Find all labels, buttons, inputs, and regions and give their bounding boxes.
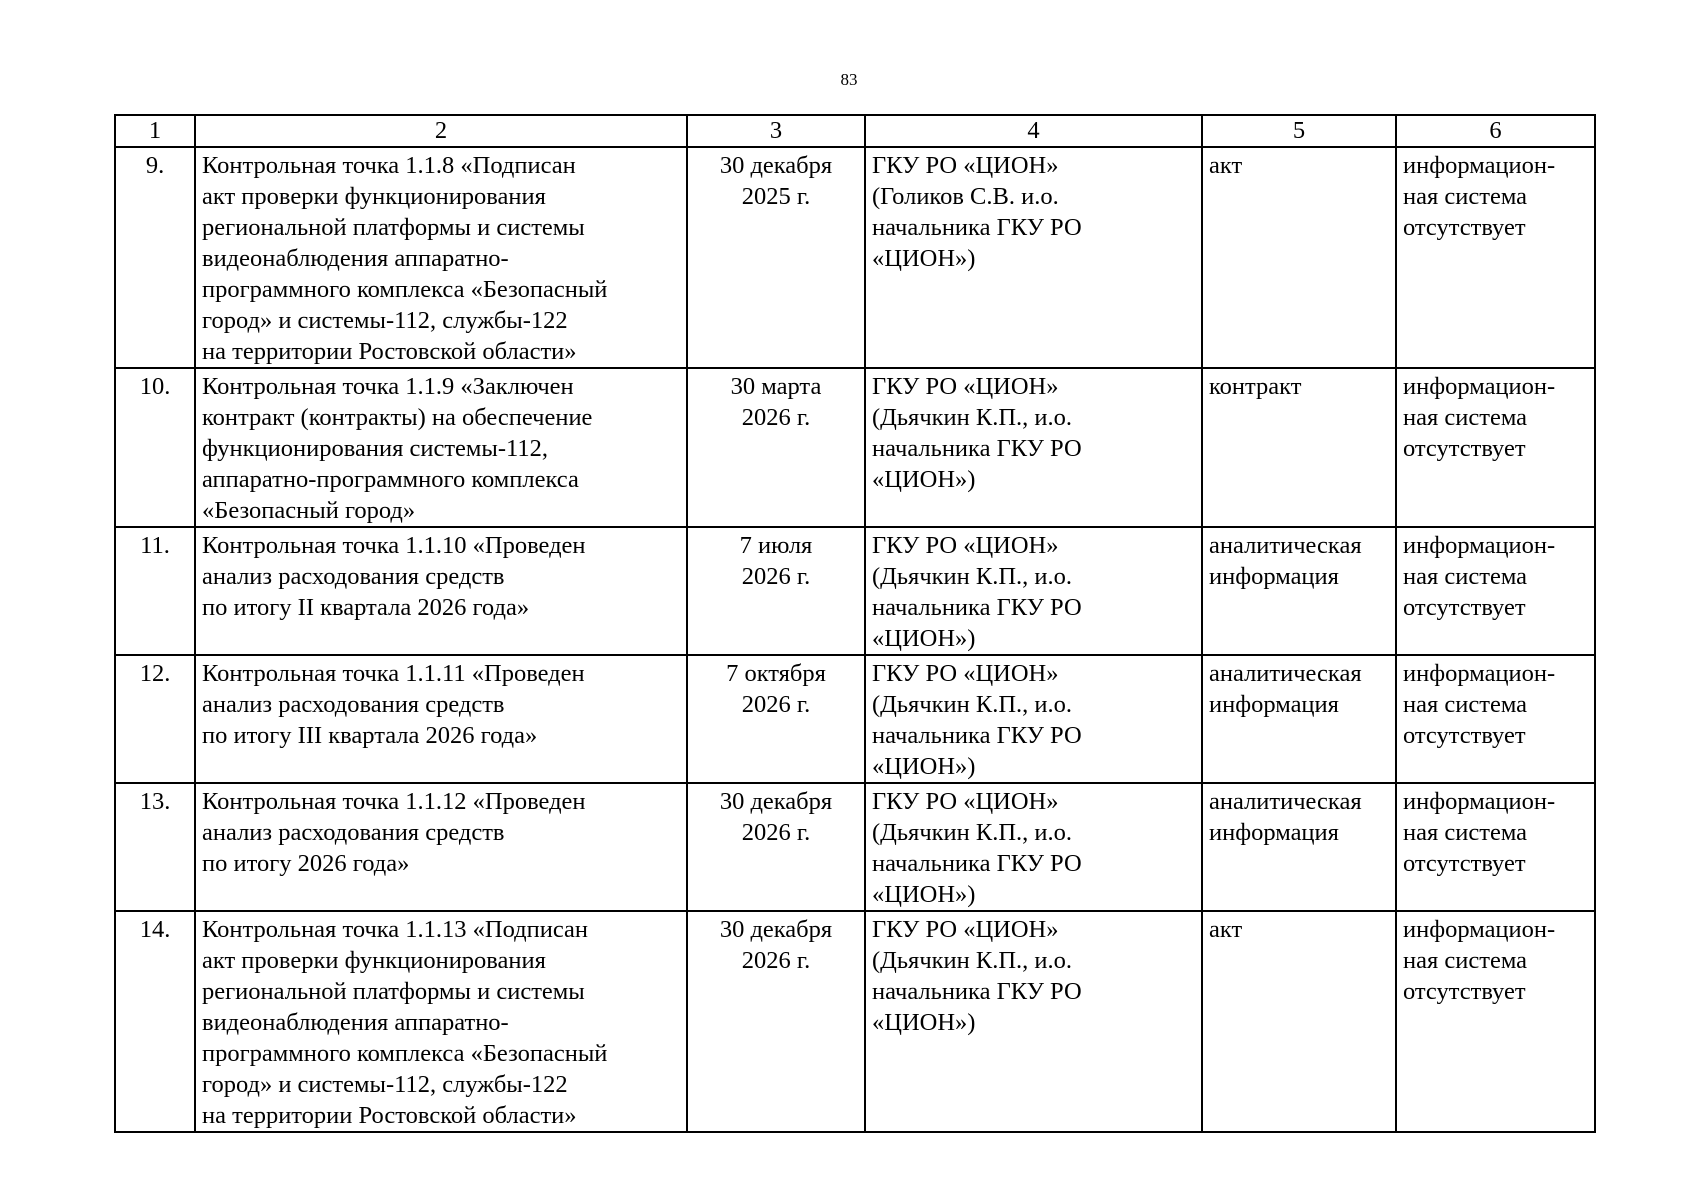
- cell-line: информацион-: [1403, 788, 1556, 815]
- cell-line: ная система: [1403, 563, 1528, 590]
- control-point-description: [195, 783, 687, 911]
- document-type: [1202, 783, 1396, 911]
- page-number: 83: [840, 70, 858, 89]
- responsible-party: [865, 368, 1202, 527]
- cell-line: акт проверки функционирования: [202, 183, 546, 210]
- cell-line: ная система: [1403, 819, 1528, 846]
- cell-line: (Дьячкин К.П., и.о.: [872, 947, 1073, 974]
- cell-line: информация: [1209, 563, 1339, 590]
- cell-line: «ЦИОН»): [872, 1009, 976, 1036]
- cell-line: ная система: [1403, 947, 1528, 974]
- cell-line: контракт (контракты) на обеспечение: [202, 404, 593, 431]
- cell-line: 2026 г.: [741, 691, 811, 718]
- cell-line: город» и системы-112, службы-122: [202, 307, 568, 334]
- control-points-table: [114, 114, 1596, 1133]
- document-type: [1202, 655, 1396, 783]
- cell-line: начальника ГКУ РО: [872, 722, 1082, 749]
- cell-line: начальника ГКУ РО: [872, 435, 1082, 462]
- cell-line: 2025 г.: [741, 183, 811, 210]
- cell-line: отсутствует: [1403, 978, 1526, 1005]
- cell-line: 30 декабря: [719, 788, 833, 815]
- cell-line: (Дьячкин К.П., и.о.: [872, 404, 1073, 431]
- cell-line: 30 декабря: [719, 916, 833, 943]
- cell-line: информацион-: [1403, 660, 1556, 687]
- cell-line: функционирования системы-112,: [202, 435, 548, 462]
- cell-line: «ЦИОН»): [872, 245, 976, 272]
- cell-line: Контрольная точка 1.1.8 «Подписан: [202, 152, 576, 179]
- cell-line: начальника ГКУ РО: [872, 850, 1082, 877]
- cell-line: программного комплекса «Безопасный: [202, 1040, 608, 1067]
- cell-line: ная система: [1403, 183, 1528, 210]
- cell-line: информацион-: [1403, 916, 1556, 943]
- table-row: [115, 147, 1595, 368]
- cell-line: «ЦИОН»): [872, 466, 976, 493]
- cell-line: информацион-: [1403, 152, 1556, 179]
- column-header-3: 3: [687, 115, 865, 147]
- row-number: 10.: [115, 368, 195, 527]
- cell-line: видеонаблюдения аппаратно-: [202, 1009, 509, 1036]
- responsible-party: [865, 783, 1202, 911]
- cell-line: отсутствует: [1403, 850, 1526, 877]
- control-point-description: [195, 368, 687, 527]
- cell-line: аналитическая: [1209, 660, 1362, 687]
- cell-line: ГКУ РО «ЦИОН»: [872, 152, 1059, 179]
- information-system: [1396, 527, 1595, 655]
- cell-line: анализ расходования средств: [202, 691, 505, 718]
- column-header-2: 2: [195, 115, 687, 147]
- cell-line: 30 марта: [730, 373, 822, 400]
- row-number: 14.: [115, 911, 195, 1132]
- cell-line: контракт: [1209, 373, 1302, 400]
- cell-line: Контрольная точка 1.1.10 «Проведен: [202, 532, 586, 559]
- due-date: [687, 655, 865, 783]
- cell-line: 2026 г.: [741, 563, 811, 590]
- due-date: [687, 147, 865, 368]
- document-type: [1202, 147, 1396, 368]
- cell-line: информацион-: [1403, 373, 1556, 400]
- responsible-party: [865, 655, 1202, 783]
- cell-line: 2026 г.: [741, 404, 811, 431]
- cell-line: региональной платформы и системы: [202, 214, 585, 241]
- table-row: [115, 368, 1595, 527]
- responsible-party: [865, 911, 1202, 1132]
- cell-line: начальника ГКУ РО: [872, 214, 1082, 241]
- cell-line: город» и системы-112, службы-122: [202, 1071, 568, 1098]
- cell-line: отсутствует: [1403, 214, 1526, 241]
- document-type: [1202, 368, 1396, 527]
- information-system: [1396, 147, 1595, 368]
- information-system: [1396, 783, 1595, 911]
- cell-line: начальника ГКУ РО: [872, 978, 1082, 1005]
- cell-line: 7 октября: [726, 660, 826, 687]
- due-date: [687, 368, 865, 527]
- document-type: [1202, 911, 1396, 1132]
- cell-line: отсутствует: [1403, 435, 1526, 462]
- cell-line: информация: [1209, 691, 1339, 718]
- control-point-description: [195, 911, 687, 1132]
- cell-line: ГКУ РО «ЦИОН»: [872, 916, 1059, 943]
- column-header-4: 4: [865, 115, 1202, 147]
- cell-line: 7 июля: [739, 532, 813, 559]
- control-point-description: [195, 527, 687, 655]
- cell-line: начальника ГКУ РО: [872, 594, 1082, 621]
- header-row: [115, 115, 1595, 147]
- cell-line: 30 декабря: [719, 152, 833, 179]
- cell-line: ГКУ РО «ЦИОН»: [872, 660, 1059, 687]
- cell-line: (Дьячкин К.П., и.о.: [872, 563, 1073, 590]
- row-number: 11.: [115, 527, 195, 655]
- cell-line: «ЦИОН»): [872, 753, 976, 780]
- table-row: [115, 527, 1595, 655]
- cell-line: (Дьячкин К.П., и.о.: [872, 819, 1073, 846]
- cell-line: на территории Ростовской области»: [202, 338, 577, 365]
- cell-line: на территории Ростовской области»: [202, 1102, 577, 1129]
- cell-line: аналитическая: [1209, 788, 1362, 815]
- cell-line: аналитическая: [1209, 532, 1362, 559]
- cell-line: «Безопасный город»: [202, 497, 416, 524]
- information-system: [1396, 368, 1595, 527]
- cell-line: по итогу II квартала 2026 года»: [202, 594, 530, 621]
- cell-line: отсутствует: [1403, 594, 1526, 621]
- cell-line: Контрольная точка 1.1.13 «Подписан: [202, 916, 589, 943]
- cell-line: программного комплекса «Безопасный: [202, 276, 608, 303]
- responsible-party: [865, 147, 1202, 368]
- cell-line: по итогу 2026 года»: [202, 850, 410, 877]
- due-date: [687, 911, 865, 1132]
- due-date: [687, 527, 865, 655]
- cell-line: Контрольная точка 1.1.12 «Проведен: [202, 788, 586, 815]
- information-system: [1396, 911, 1595, 1132]
- cell-line: аппаратно-программного комплекса: [202, 466, 579, 493]
- cell-line: отсутствует: [1403, 722, 1526, 749]
- table-row: [115, 783, 1595, 911]
- cell-line: ГКУ РО «ЦИОН»: [872, 532, 1059, 559]
- cell-line: по итогу III квартала 2026 года»: [202, 722, 538, 749]
- cell-line: акт: [1209, 916, 1243, 943]
- table-row: [115, 911, 1595, 1132]
- cell-line: ная система: [1403, 691, 1528, 718]
- document-type: [1202, 527, 1396, 655]
- column-header-1: 1: [115, 115, 195, 147]
- cell-line: ная система: [1403, 404, 1528, 431]
- column-header-5: 5: [1202, 115, 1396, 147]
- cell-line: видеонаблюдения аппаратно-: [202, 245, 509, 272]
- cell-line: 2026 г.: [741, 947, 811, 974]
- cell-line: (Дьячкин К.П., и.о.: [872, 691, 1073, 718]
- control-point-description: [195, 147, 687, 368]
- cell-line: анализ расходования средств: [202, 563, 505, 590]
- information-system: [1396, 655, 1595, 783]
- cell-line: 2026 г.: [741, 819, 811, 846]
- cell-line: Контрольная точка 1.1.9 «Заключен: [202, 373, 574, 400]
- row-number: 9.: [115, 147, 195, 368]
- row-number: 13.: [115, 783, 195, 911]
- control-point-description: [195, 655, 687, 783]
- cell-line: (Голиков С.В. и.о.: [872, 183, 1059, 210]
- cell-line: региональной платформы и системы: [202, 978, 585, 1005]
- cell-line: информация: [1209, 819, 1339, 846]
- cell-line: акт: [1209, 152, 1243, 179]
- responsible-party: [865, 527, 1202, 655]
- cell-line: «ЦИОН»): [872, 881, 976, 908]
- cell-line: Контрольная точка 1.1.11 «Проведен: [202, 660, 585, 687]
- cell-line: акт проверки функционирования: [202, 947, 546, 974]
- cell-line: ГКУ РО «ЦИОН»: [872, 373, 1059, 400]
- cell-line: анализ расходования средств: [202, 819, 505, 846]
- cell-line: информацион-: [1403, 532, 1556, 559]
- row-number: 12.: [115, 655, 195, 783]
- column-header-6: 6: [1396, 115, 1595, 147]
- cell-line: ГКУ РО «ЦИОН»: [872, 788, 1059, 815]
- table-row: [115, 655, 1595, 783]
- cell-line: «ЦИОН»): [872, 625, 976, 652]
- due-date: [687, 783, 865, 911]
